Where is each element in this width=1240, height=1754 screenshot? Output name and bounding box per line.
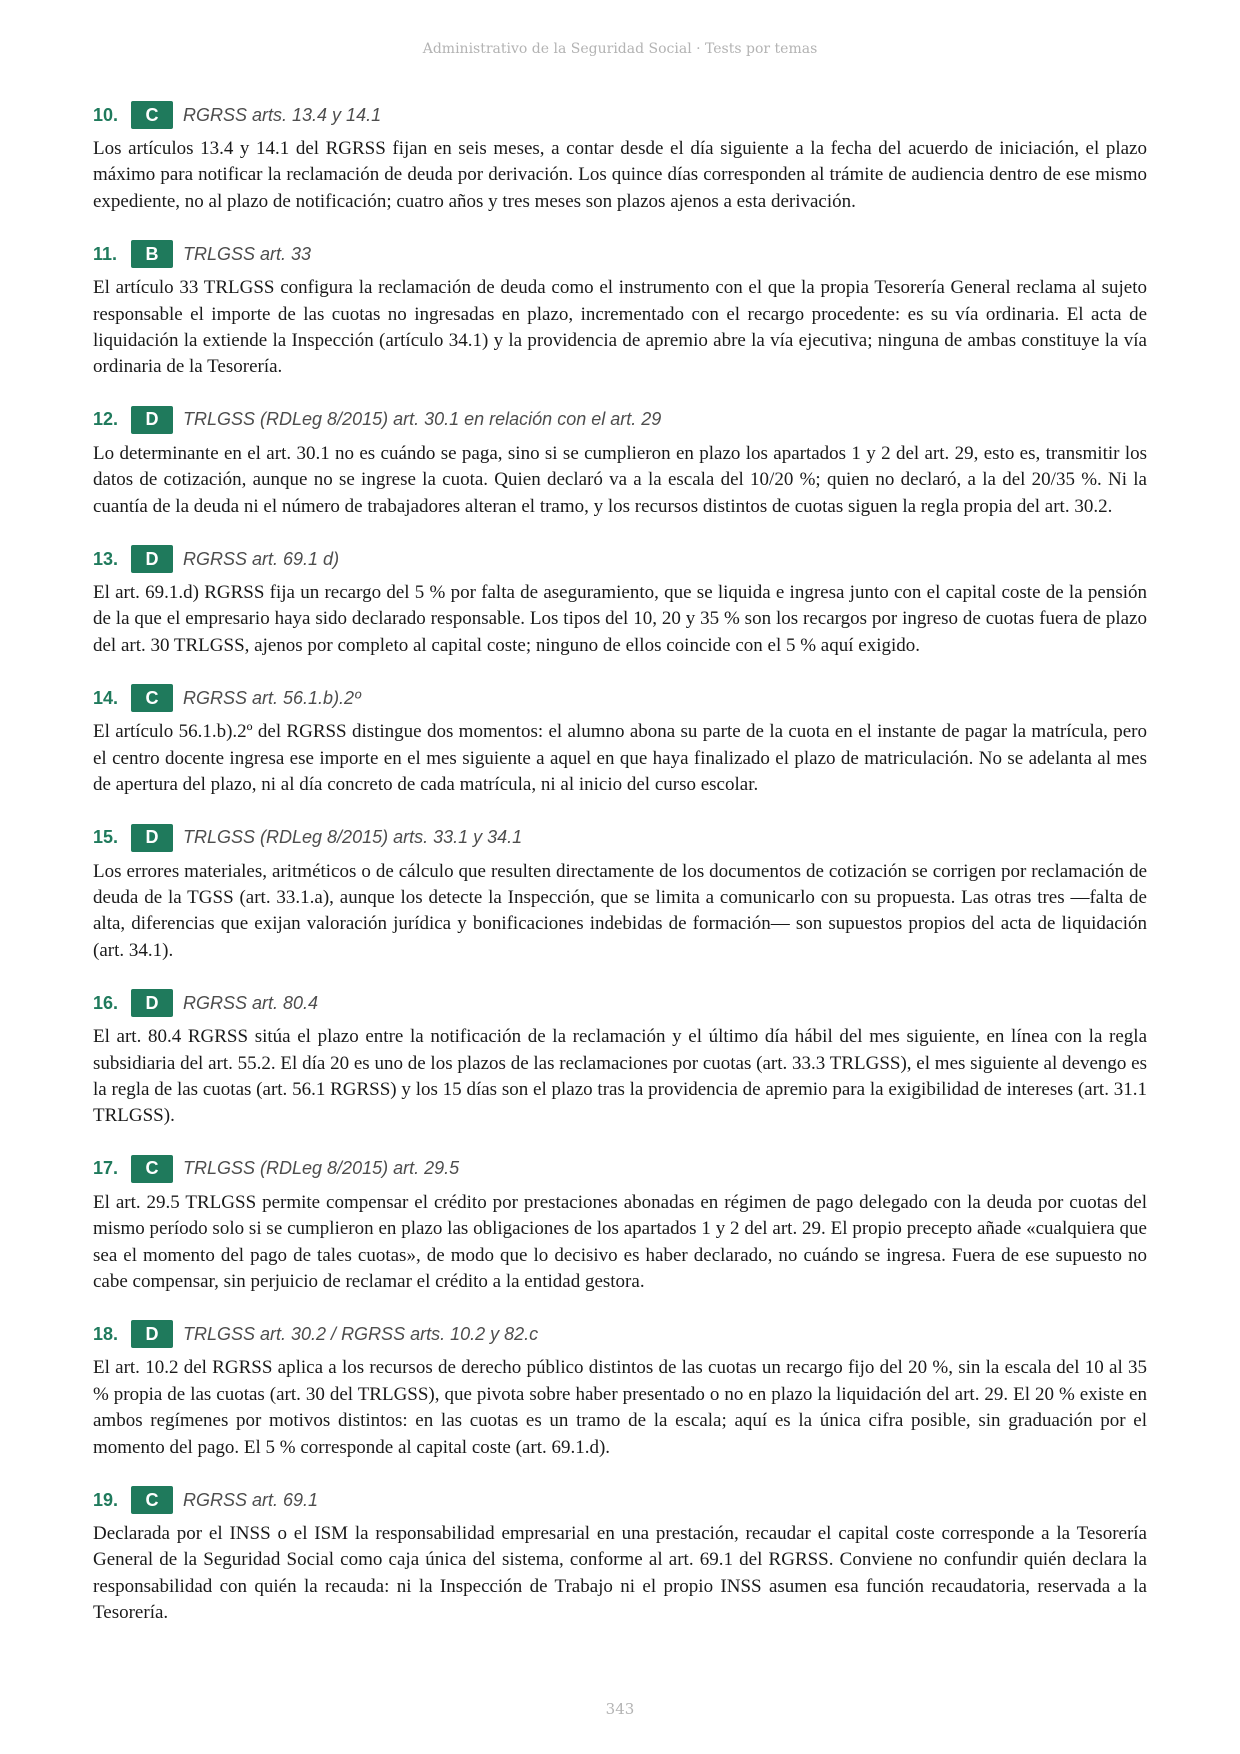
legal-reference: TRLGSS (RDLeg 8/2015) art. 30.1 en relación con el art. 29 <box>183 409 662 430</box>
entry-header <box>93 1485 1147 1515</box>
answer-entry <box>93 405 1147 520</box>
entry-header <box>93 1154 1147 1184</box>
question-number: 16. <box>93 992 119 1013</box>
entry-header <box>93 1319 1147 1349</box>
entry-header <box>93 823 1147 853</box>
legal-reference: TRLGSS (RDLeg 8/2015) art. 29.5 <box>183 1158 460 1179</box>
entry-header <box>93 544 1147 574</box>
question-number: 19. <box>93 1489 119 1510</box>
answer-entry <box>93 1485 1147 1627</box>
legal-reference: TRLGSS (RDLeg 8/2015) arts. 33.1 y 34.1 <box>183 827 523 847</box>
answer-badge: C <box>131 1155 173 1183</box>
answer-badge: D <box>131 406 173 434</box>
entry-header <box>93 405 1147 435</box>
explanation-text: Lo determinante en el art. 30.1 no es cuándo se paga, sino si se cumplieron en plazo los apartados 1 y 2 del art. 29, esto es, transmitir los datos de cotización, aunque no se ingrese la cuota. Quien declaró va a la escala del 10/20 %; quien no declaró, a la del 20/35 %. Ni la cuantía de la deuda ni el número de trabajadores alteran el tramo, y los recursos distintos de cuotas siguen la regla propia del art. 30.2. <box>93 442 1147 517</box>
question-number: 18. <box>93 1323 119 1344</box>
legal-reference: TRLGSS art. 33 <box>183 243 312 264</box>
answer-entry <box>93 544 1147 659</box>
answer-badge: D <box>131 989 173 1017</box>
answer-entry <box>93 1154 1147 1296</box>
answer-badge: D <box>131 824 173 852</box>
explanation-text: El art. 29.5 TRLGSS permite compensar el crédito por prestaciones abonadas en régimen de pago delegado con la deuda por cuotas del mismo período solo si se cumplieron en plazo las obligaciones de los apartados 1 y 2 del art. 29. El propio precepto añade «cualquiera que sea el momento del pago de tales cuotas», de modo que lo decisivo es haber declarado, no cuándo se ingresa. Fuera de ese supuesto no cabe compensar, sin perjuicio de reclamar el crédito a la entidad gestora. <box>93 1191 1147 1292</box>
question-number: 11. <box>93 243 118 264</box>
running-header: Administrativo de la Seguridad Social · Tests por temas <box>422 41 818 57</box>
legal-reference: RGRSS art. 80.4 <box>183 992 319 1013</box>
question-number: 15. <box>93 827 119 847</box>
explanation-text: El artículo 56.1.b).2º del RGRSS distingue dos momentos: el alumno abona su parte de la cuota en el instante de pagar la matrícula, pero el centro docente ingresa ese importe en el mes siguiente a aquel en que haya finalizado el plazo de matriculación. No se adelanta al mes de apertura del plazo, ni al día concreto de cada matrícula, ni al inicio del curso escolar. <box>93 721 1147 796</box>
explanation-text: El artículo 33 TRLGSS configura la reclamación de deuda como el instrumento con el que la propia Tesorería General reclama al sujeto responsable el importe de las cuotas no ingresadas en plazo, incrementado con el recargo procedente: es su vía ordinaria. El acta de liquidación la extiende la Inspección (artículo 34.1) y la providencia de apremio abre la vía ejecutiva; ninguna de ambas constituye la vía ordinaria de la Tesorería. <box>93 277 1147 378</box>
question-number: 14. <box>93 687 119 708</box>
question-number: 12. <box>93 409 119 430</box>
explanation-text: El art. 69.1.d) RGRSS fija un recargo del 5 % por falta de aseguramiento, que se liquida e ingresa junto con el capital coste de la pensión de la que el empresario haya sido declarado responsable. Los tipos del 10, 20 y 35 % son los recargos por ingreso de cuotas fuera de plazo del art. 30 TRLGSS, ajenos por completo al capital coste; ninguno de ellos coincide con el 5 % aquí exigido. <box>93 582 1147 656</box>
entry-header <box>93 683 1147 713</box>
answer-badge: C <box>131 684 173 712</box>
answer-entry <box>93 100 1147 215</box>
explanation-text: Declarada por el INSS o el ISM la responsabilidad empresarial en una prestación, recaudar el capital coste corresponde a la Tesorería General de la Seguridad Social como caja única del sistema, conforme al art. 69.1 del RGRSS. Conviene no confundir quién declara la responsabilidad con quién la recauda: ni la Inspección de Trabajo ni el propio INSS asumen esa función recaudatoria, reservada a la Tesorería. <box>93 1523 1147 1624</box>
question-number: 10. <box>93 104 119 125</box>
question-number: 17. <box>93 1158 119 1179</box>
answer-badge: C <box>131 1486 173 1514</box>
page-number: 343 <box>605 1700 635 1718</box>
explanation-text: Los errores materiales, aritméticos o de cálculo que resulten directamente de los documentos de cotización se corrigen por reclamación de deuda de la TGSS (art. 33.1.a), aunque los detecte la Inspección, que se limita a comunicarlo con su propuesta. Las otras tres —falta de alta, diferencias que exijan valoración jurídica y bonificaciones indebidas de formación— son supuestos propios del acta de liquidación (art. 34.1). <box>93 860 1147 961</box>
answer-entry <box>93 683 1147 798</box>
legal-reference: RGRSS art. 56.1.b).2º <box>183 687 361 708</box>
legal-reference: TRLGSS art. 30.2 / RGRSS arts. 10.2 y 82.c <box>183 1323 539 1344</box>
answer-badge: D <box>131 1320 173 1348</box>
answer-entry <box>93 823 1147 965</box>
entry-header <box>93 100 1147 130</box>
explanation-text: El art. 80.4 RGRSS sitúa el plazo entre la notificación de la reclamación y el último día hábil del mes siguiente, en línea con la regla subsidiaria del art. 55.2. El día 20 es uno de los plazos de las reclamaciones por cuotas (art. 33.3 TRLGSS), el mes siguiente al devengo es la regla de las cuotas (art. 56.1 RGRSS) y los 15 días son el plazo tras la providencia de apremio para la exigibilidad de intereses (art. 31.1 TRLGSS). <box>93 1026 1147 1127</box>
entry-header <box>93 988 1147 1018</box>
legal-reference: RGRSS art. 69.1 <box>183 1489 319 1510</box>
answer-badge: C <box>131 101 173 129</box>
question-number: 13. <box>93 548 119 569</box>
legal-reference: RGRSS art. 69.1 d) <box>183 548 340 569</box>
entry-header <box>93 239 1147 269</box>
explanation-text: El art. 10.2 del RGRSS aplica a los recursos de derecho público distintos de las cuotas un recargo fijo del 20 %, sin la escala del 10 al 35 % propia de las cuotas (art. 30 del TRLGSS), que pivota sobre haber presentado o no en plazo la liquidación del art. 29. El 20 % existe en ambos regímenes por motivos distintos: en las cuotas es un tramo de la escala; aquí es la única cifra posible, sin graduación por el momento del pago. El 5 % corresponde al capital coste (art. 69.1.d). <box>93 1357 1147 1458</box>
answer-entry <box>93 988 1147 1130</box>
legal-reference: RGRSS arts. 13.4 y 14.1 <box>183 104 382 125</box>
answer-badge: B <box>131 240 173 268</box>
answer-list <box>93 100 1147 1651</box>
answer-badge: D <box>131 545 173 573</box>
answer-entry <box>93 1319 1147 1461</box>
answer-entry <box>93 239 1147 381</box>
explanation-text: Los artículos 13.4 y 14.1 del RGRSS fijan en seis meses, a contar desde el día siguiente a la fecha del acuerdo de iniciación, el plazo máximo para notificar la reclamación de deuda por derivación. Los quince días corresponden al trámite de audiencia dentro de ese mismo expediente, no al plazo de notificación; cuatro años y tres meses son plazos ajenos a esta derivación. <box>93 138 1147 212</box>
